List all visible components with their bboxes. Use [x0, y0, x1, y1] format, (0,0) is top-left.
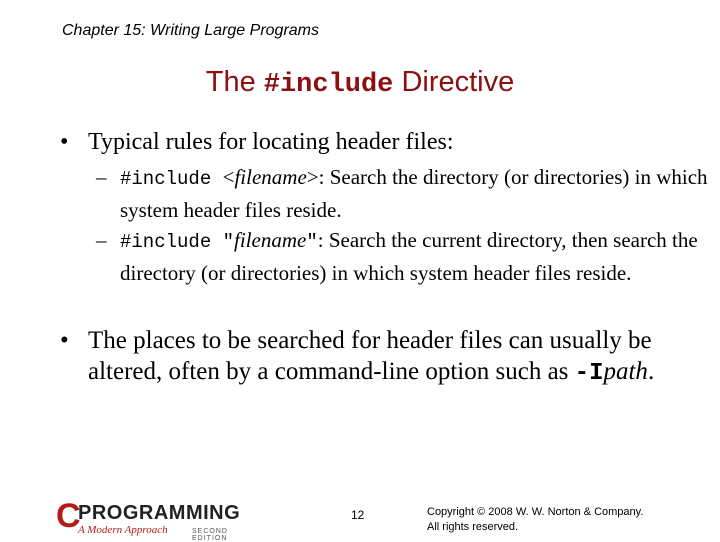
logo-c-letter: C	[56, 497, 81, 535]
filename-arg: filename	[234, 228, 307, 252]
angle-open: <	[222, 165, 235, 189]
title-code: #include	[263, 70, 394, 100]
bullet-text-wrap	[88, 325, 680, 389]
sub-bullet-quote-include	[96, 225, 720, 289]
include-code: #include	[120, 168, 223, 190]
chapter-header: Chapter 15: Writing Large Programs	[62, 22, 319, 39]
logo-wordmark: PROGRAMMING	[78, 502, 241, 524]
bullet-text: Typical rules for locating header files:	[88, 129, 454, 155]
include-code: #include "	[120, 231, 235, 253]
sub-bullet-description: : Search the current directory, then search the directory (or directories) in which system header files reside.	[120, 228, 698, 285]
dash-icon: –	[96, 165, 107, 189]
path-arg: path	[603, 358, 648, 385]
logo-edition: SECOND EDITION	[192, 528, 228, 542]
copyright-line-2: All rights reserved.	[427, 521, 519, 533]
copyright-notice	[427, 505, 643, 535]
bullet-text: The places to be searched for header files can usually be altered, often by a command-line option such as	[88, 327, 652, 385]
sub-bullet-description: : Search the directory (or directories) in which system header files reside.	[120, 165, 708, 222]
bullet-header-rules	[60, 126, 454, 158]
sub-bullet-angle-include	[96, 162, 720, 226]
logo-subtitle: A Modern Approach	[78, 524, 168, 536]
angle-close: >	[306, 165, 319, 189]
dash-icon: –	[96, 228, 107, 252]
option-code: -I	[574, 360, 604, 387]
title-suffix: Directive	[393, 66, 515, 98]
slide-title	[0, 66, 720, 100]
book-logo	[56, 498, 266, 540]
page-number: 12	[351, 508, 365, 522]
copyright-line-1: Copyright © 2008 W. W. Norton & Company.	[427, 506, 644, 518]
bullet-end: .	[647, 358, 655, 385]
bullet-icon: •	[60, 129, 69, 155]
sub-bullet-text	[120, 225, 720, 289]
filename-arg: filename	[234, 165, 307, 189]
quote-close: "	[306, 231, 318, 253]
title-prefix: The	[205, 66, 264, 98]
sub-bullet-text	[120, 162, 720, 226]
bullet-icon: •	[60, 327, 69, 354]
bullet-search-places	[60, 325, 680, 389]
